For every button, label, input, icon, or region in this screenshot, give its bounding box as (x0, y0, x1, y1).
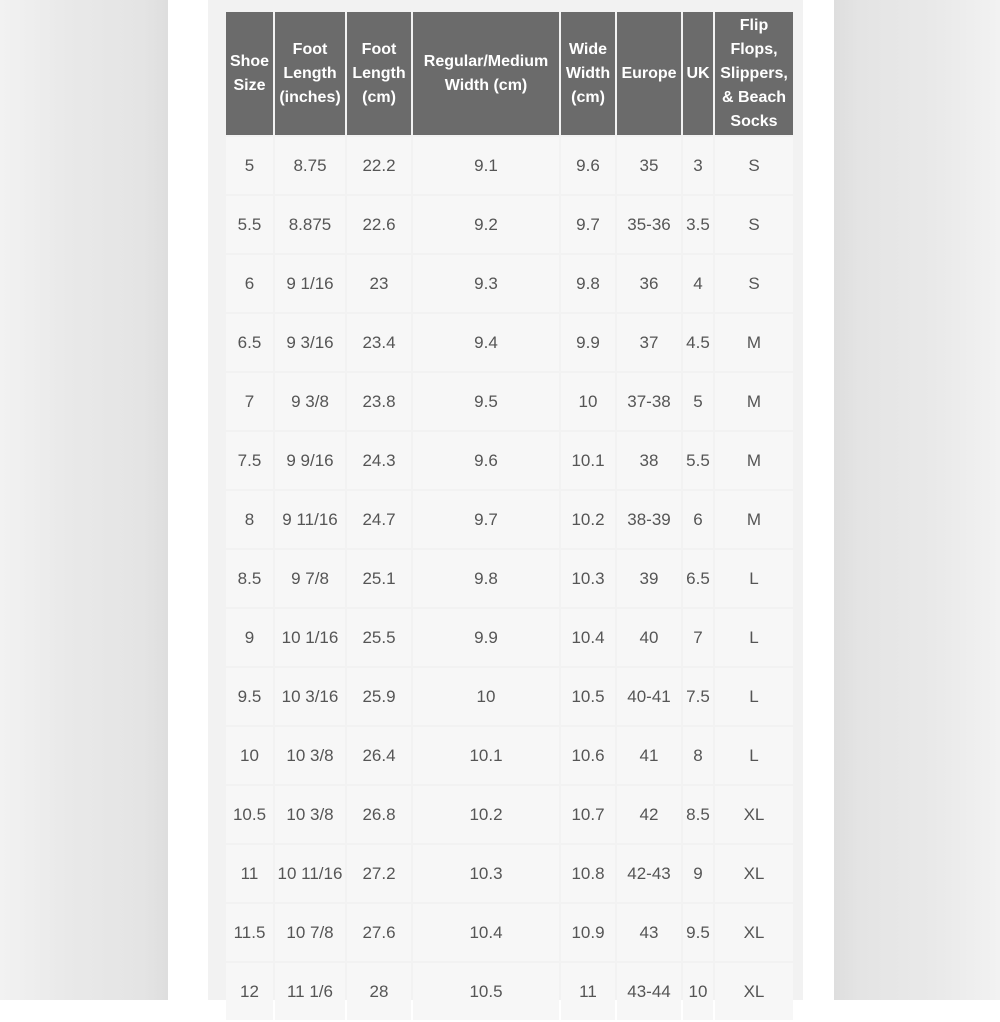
cell-europe: 42 (617, 786, 681, 843)
cell-europe: 35 (617, 137, 681, 194)
cell-wide-width: 9.7 (561, 196, 615, 253)
cell-uk: 7 (683, 609, 713, 666)
cell-uk: 4 (683, 255, 713, 312)
cell-flip-flops: M (715, 432, 793, 489)
cell-wide-width: 9.9 (561, 314, 615, 371)
header-wide-width: Wide Width (cm) (561, 12, 615, 135)
cell-wide-width: 10.5 (561, 668, 615, 725)
header-uk: UK (683, 12, 713, 135)
header-row (226, 12, 793, 135)
cell-regular-width: 9.7 (413, 491, 559, 548)
cell-europe: 36 (617, 255, 681, 312)
cell-shoe-size: 9.5 (226, 668, 273, 725)
cell-foot-length-inches: 10 3/8 (275, 786, 345, 843)
cell-uk: 6.5 (683, 550, 713, 607)
cell-europe: 40 (617, 609, 681, 666)
cell-wide-width: 10.6 (561, 727, 615, 784)
cell-flip-flops: M (715, 314, 793, 371)
cell-flip-flops: S (715, 196, 793, 253)
cell-foot-length-cm: 23.4 (347, 314, 411, 371)
cell-shoe-size: 7.5 (226, 432, 273, 489)
cell-flip-flops: L (715, 668, 793, 725)
cell-uk: 8 (683, 727, 713, 784)
cell-foot-length-cm: 25.1 (347, 550, 411, 607)
cell-regular-width: 9.6 (413, 432, 559, 489)
cell-foot-length-inches: 9 11/16 (275, 491, 345, 548)
cell-shoe-size: 8.5 (226, 550, 273, 607)
cell-europe: 35-36 (617, 196, 681, 253)
cell-foot-length-cm: 23.8 (347, 373, 411, 430)
table-row (226, 963, 793, 1020)
header-europe: Europe (617, 12, 681, 135)
cell-foot-length-cm: 26.8 (347, 786, 411, 843)
cell-regular-width: 10.4 (413, 904, 559, 961)
cell-uk: 8.5 (683, 786, 713, 843)
cell-shoe-size: 5.5 (226, 196, 273, 253)
cell-foot-length-cm: 25.9 (347, 668, 411, 725)
cell-europe: 40-41 (617, 668, 681, 725)
table-row (226, 314, 793, 371)
cell-uk: 6 (683, 491, 713, 548)
cell-flip-flops: M (715, 491, 793, 548)
cell-wide-width: 10.7 (561, 786, 615, 843)
cell-europe: 42-43 (617, 845, 681, 902)
cell-foot-length-inches: 11 1/6 (275, 963, 345, 1020)
cell-foot-length-inches: 10 1/16 (275, 609, 345, 666)
header-flip-flops: Flip Flops, Slippers, & Beach Socks (715, 12, 793, 135)
cell-europe: 41 (617, 727, 681, 784)
cell-regular-width: 9.9 (413, 609, 559, 666)
table-row (226, 491, 793, 548)
cell-wide-width: 10.8 (561, 845, 615, 902)
cell-europe: 37 (617, 314, 681, 371)
header-foot-length-inches: Foot Length (inches) (275, 12, 345, 135)
cell-shoe-size: 12 (226, 963, 273, 1020)
cell-shoe-size: 11.5 (226, 904, 273, 961)
cell-flip-flops: L (715, 609, 793, 666)
cell-regular-width: 9.1 (413, 137, 559, 194)
cell-flip-flops: S (715, 137, 793, 194)
right-backdrop (834, 0, 1000, 1000)
cell-uk: 4.5 (683, 314, 713, 371)
cell-uk: 3 (683, 137, 713, 194)
cell-wide-width: 10.4 (561, 609, 615, 666)
chart-body (226, 137, 793, 1020)
shoe-size-chart (224, 10, 795, 1022)
cell-shoe-size: 7 (226, 373, 273, 430)
cell-foot-length-inches: 10 11/16 (275, 845, 345, 902)
table-row (226, 373, 793, 430)
cell-wide-width: 9.8 (561, 255, 615, 312)
cell-uk: 5.5 (683, 432, 713, 489)
table-row (226, 845, 793, 902)
cell-foot-length-cm: 22.2 (347, 137, 411, 194)
cell-flip-flops: L (715, 727, 793, 784)
cell-wide-width: 11 (561, 963, 615, 1020)
cell-foot-length-inches: 8.75 (275, 137, 345, 194)
cell-regular-width: 10.1 (413, 727, 559, 784)
cell-foot-length-cm: 28 (347, 963, 411, 1020)
table-row (226, 432, 793, 489)
cell-uk: 9 (683, 845, 713, 902)
cell-foot-length-inches: 9 3/16 (275, 314, 345, 371)
cell-foot-length-inches: 9 9/16 (275, 432, 345, 489)
cell-wide-width: 10 (561, 373, 615, 430)
cell-foot-length-inches: 10 3/16 (275, 668, 345, 725)
cell-foot-length-cm: 24.7 (347, 491, 411, 548)
cell-foot-length-inches: 9 3/8 (275, 373, 345, 430)
cell-regular-width: 9.2 (413, 196, 559, 253)
cell-flip-flops: XL (715, 845, 793, 902)
cell-flip-flops: XL (715, 963, 793, 1020)
cell-regular-width: 9.4 (413, 314, 559, 371)
cell-flip-flops: M (715, 373, 793, 430)
cell-regular-width: 9.3 (413, 255, 559, 312)
cell-foot-length-cm: 24.3 (347, 432, 411, 489)
table-row (226, 609, 793, 666)
cell-foot-length-inches: 10 3/8 (275, 727, 345, 784)
cell-flip-flops: S (715, 255, 793, 312)
cell-wide-width: 10.1 (561, 432, 615, 489)
cell-regular-width: 10.2 (413, 786, 559, 843)
cell-regular-width: 9.8 (413, 550, 559, 607)
cell-foot-length-inches: 9 1/16 (275, 255, 345, 312)
header-foot-length-cm: Foot Length (cm) (347, 12, 411, 135)
cell-europe: 38-39 (617, 491, 681, 548)
table-row (226, 727, 793, 784)
cell-uk: 9.5 (683, 904, 713, 961)
cell-uk: 5 (683, 373, 713, 430)
cell-flip-flops: L (715, 550, 793, 607)
table-row (226, 786, 793, 843)
cell-shoe-size: 5 (226, 137, 273, 194)
cell-foot-length-cm: 26.4 (347, 727, 411, 784)
cell-wide-width: 10.3 (561, 550, 615, 607)
table-row (226, 137, 793, 194)
cell-shoe-size: 11 (226, 845, 273, 902)
cell-foot-length-cm: 27.6 (347, 904, 411, 961)
cell-foot-length-inches: 10 7/8 (275, 904, 345, 961)
cell-flip-flops: XL (715, 904, 793, 961)
cell-europe: 38 (617, 432, 681, 489)
cell-shoe-size: 10 (226, 727, 273, 784)
cell-uk: 7.5 (683, 668, 713, 725)
header-regular-width: Regular/Medium Width (cm) (413, 12, 559, 135)
cell-wide-width: 10.2 (561, 491, 615, 548)
table-row (226, 668, 793, 725)
cell-regular-width: 10.3 (413, 845, 559, 902)
cell-regular-width: 10 (413, 668, 559, 725)
cell-regular-width: 9.5 (413, 373, 559, 430)
cell-uk: 10 (683, 963, 713, 1020)
table-row (226, 196, 793, 253)
cell-wide-width: 10.9 (561, 904, 615, 961)
cell-europe: 43-44 (617, 963, 681, 1020)
table-row (226, 550, 793, 607)
left-backdrop (0, 0, 168, 1000)
cell-shoe-size: 8 (226, 491, 273, 548)
cell-foot-length-cm: 27.2 (347, 845, 411, 902)
cell-shoe-size: 6.5 (226, 314, 273, 371)
cell-foot-length-cm: 22.6 (347, 196, 411, 253)
table-row (226, 904, 793, 961)
cell-foot-length-cm: 25.5 (347, 609, 411, 666)
cell-uk: 3.5 (683, 196, 713, 253)
cell-shoe-size: 9 (226, 609, 273, 666)
cell-wide-width: 9.6 (561, 137, 615, 194)
cell-europe: 37-38 (617, 373, 681, 430)
table-row (226, 255, 793, 312)
cell-regular-width: 10.5 (413, 963, 559, 1020)
cell-shoe-size: 6 (226, 255, 273, 312)
cell-europe: 43 (617, 904, 681, 961)
cell-foot-length-inches: 9 7/8 (275, 550, 345, 607)
cell-foot-length-cm: 23 (347, 255, 411, 312)
cell-flip-flops: XL (715, 786, 793, 843)
cell-foot-length-inches: 8.875 (275, 196, 345, 253)
header-shoe-size: Shoe Size (226, 12, 273, 135)
cell-europe: 39 (617, 550, 681, 607)
cell-shoe-size: 10.5 (226, 786, 273, 843)
